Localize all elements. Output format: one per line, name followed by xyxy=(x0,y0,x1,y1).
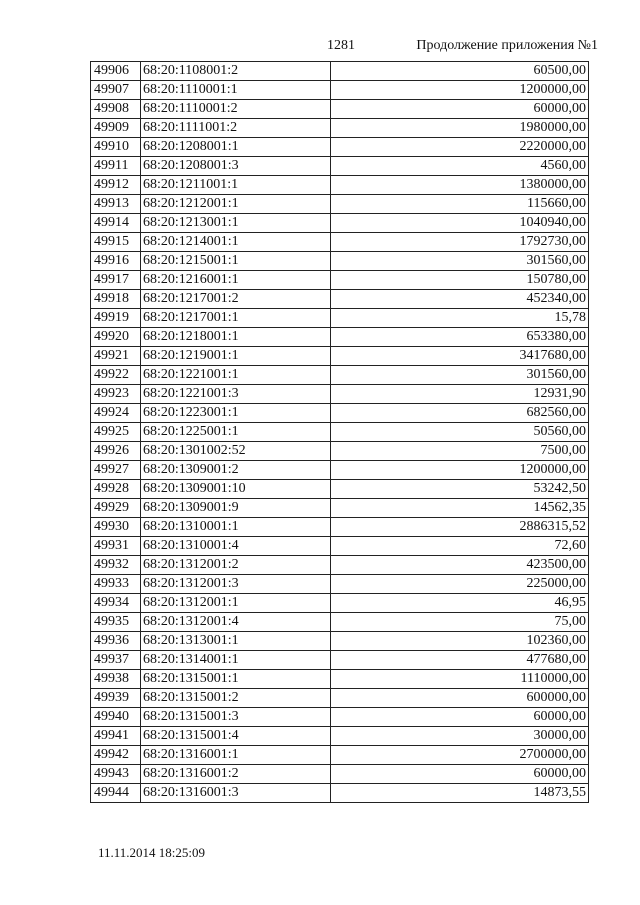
record-number-cell: 49924 xyxy=(91,404,141,422)
value-cell: 53242,50 xyxy=(331,480,589,498)
table-row xyxy=(91,575,589,594)
record-number-cell: 49925 xyxy=(91,423,141,441)
value-cell: 1792730,00 xyxy=(331,233,589,251)
cadastral-number-cell: 68:20:1312001:1 xyxy=(141,594,331,612)
cadastral-number-cell: 68:20:1218001:1 xyxy=(141,328,331,346)
record-number-cell: 49927 xyxy=(91,461,141,479)
value-cell: 1200000,00 xyxy=(331,461,589,479)
cadastral-number-cell: 68:20:1316001:1 xyxy=(141,746,331,764)
value-cell: 75,00 xyxy=(331,613,589,631)
value-cell: 2220000,00 xyxy=(331,138,589,156)
table-row xyxy=(91,347,589,366)
value-cell: 1200000,00 xyxy=(331,81,589,99)
record-number-cell: 49913 xyxy=(91,195,141,213)
value-cell: 14562,35 xyxy=(331,499,589,517)
cadastral-number-cell: 68:20:1216001:1 xyxy=(141,271,331,289)
record-number-cell: 49912 xyxy=(91,176,141,194)
record-number-cell: 49934 xyxy=(91,594,141,612)
cadastral-number-cell: 68:20:1219001:1 xyxy=(141,347,331,365)
table-row xyxy=(91,214,589,233)
record-number-cell: 49907 xyxy=(91,81,141,99)
cadastral-number-cell: 68:20:1301002:52 xyxy=(141,442,331,460)
record-number-cell: 49929 xyxy=(91,499,141,517)
value-cell: 4560,00 xyxy=(331,157,589,175)
table-row xyxy=(91,784,589,803)
record-number-cell: 49936 xyxy=(91,632,141,650)
record-number-cell: 49931 xyxy=(91,537,141,555)
value-cell: 1380000,00 xyxy=(331,176,589,194)
records-table xyxy=(90,61,589,803)
table-row xyxy=(91,518,589,537)
record-number-cell: 49915 xyxy=(91,233,141,251)
table-row xyxy=(91,62,589,81)
record-number-cell: 49932 xyxy=(91,556,141,574)
value-cell: 7500,00 xyxy=(331,442,589,460)
value-cell: 60000,00 xyxy=(331,708,589,726)
cadastral-number-cell: 68:20:1309001:2 xyxy=(141,461,331,479)
value-cell: 50560,00 xyxy=(331,423,589,441)
table-row xyxy=(91,290,589,309)
cadastral-number-cell: 68:20:1217001:1 xyxy=(141,309,331,327)
record-number-cell: 49933 xyxy=(91,575,141,593)
record-number-cell: 49918 xyxy=(91,290,141,308)
value-cell: 60000,00 xyxy=(331,100,589,118)
value-cell: 150780,00 xyxy=(331,271,589,289)
cadastral-number-cell: 68:20:1310001:1 xyxy=(141,518,331,536)
record-number-cell: 49911 xyxy=(91,157,141,175)
table-row xyxy=(91,651,589,670)
table-row xyxy=(91,309,589,328)
table-row xyxy=(91,442,589,461)
cadastral-number-cell: 68:20:1208001:3 xyxy=(141,157,331,175)
record-number-cell: 49917 xyxy=(91,271,141,289)
cadastral-number-cell: 68:20:1309001:10 xyxy=(141,480,331,498)
page-header-title: Продолжение приложения №1 xyxy=(416,38,598,53)
cadastral-number-cell: 68:20:1223001:1 xyxy=(141,404,331,422)
record-number-cell: 49914 xyxy=(91,214,141,232)
record-number-cell: 49909 xyxy=(91,119,141,137)
table-row xyxy=(91,556,589,575)
value-cell: 682560,00 xyxy=(331,404,589,422)
value-cell: 1110000,00 xyxy=(331,670,589,688)
value-cell: 301560,00 xyxy=(331,252,589,270)
cadastral-number-cell: 68:20:1314001:1 xyxy=(141,651,331,669)
cadastral-number-cell: 68:20:1309001:9 xyxy=(141,499,331,517)
record-number-cell: 49908 xyxy=(91,100,141,118)
table-row xyxy=(91,727,589,746)
record-number-cell: 49935 xyxy=(91,613,141,631)
table-row xyxy=(91,252,589,271)
cadastral-number-cell: 68:20:1111001:2 xyxy=(141,119,331,137)
cadastral-number-cell: 68:20:1313001:1 xyxy=(141,632,331,650)
record-number-cell: 49942 xyxy=(91,746,141,764)
table-row xyxy=(91,594,589,613)
value-cell: 653380,00 xyxy=(331,328,589,346)
table-row xyxy=(91,100,589,119)
value-cell: 2700000,00 xyxy=(331,746,589,764)
table-row xyxy=(91,271,589,290)
table-row xyxy=(91,499,589,518)
cadastral-number-cell: 68:20:1316001:3 xyxy=(141,784,331,802)
table-row xyxy=(91,423,589,442)
record-number-cell: 49939 xyxy=(91,689,141,707)
record-number-cell: 49940 xyxy=(91,708,141,726)
cadastral-number-cell: 68:20:1211001:1 xyxy=(141,176,331,194)
value-cell: 225000,00 xyxy=(331,575,589,593)
cadastral-number-cell: 68:20:1315001:1 xyxy=(141,670,331,688)
cadastral-number-cell: 68:20:1110001:2 xyxy=(141,100,331,118)
value-cell: 301560,00 xyxy=(331,366,589,384)
value-cell: 102360,00 xyxy=(331,632,589,650)
value-cell: 2886315,52 xyxy=(331,518,589,536)
record-number-cell: 49906 xyxy=(91,62,141,80)
cadastral-number-cell: 68:20:1214001:1 xyxy=(141,233,331,251)
cadastral-number-cell: 68:20:1215001:1 xyxy=(141,252,331,270)
record-number-cell: 49943 xyxy=(91,765,141,783)
table-row xyxy=(91,157,589,176)
record-number-cell: 49926 xyxy=(91,442,141,460)
cadastral-number-cell: 68:20:1221001:3 xyxy=(141,385,331,403)
table-row xyxy=(91,632,589,651)
table-row xyxy=(91,195,589,214)
cadastral-number-cell: 68:20:1315001:2 xyxy=(141,689,331,707)
cadastral-number-cell: 68:20:1225001:1 xyxy=(141,423,331,441)
table-row xyxy=(91,404,589,423)
cadastral-number-cell: 68:20:1316001:2 xyxy=(141,765,331,783)
cadastral-number-cell: 68:20:1315001:3 xyxy=(141,708,331,726)
value-cell: 60500,00 xyxy=(331,62,589,80)
record-number-cell: 49910 xyxy=(91,138,141,156)
cadastral-number-cell: 68:20:1110001:1 xyxy=(141,81,331,99)
cadastral-number-cell: 68:20:1312001:4 xyxy=(141,613,331,631)
record-number-cell: 49919 xyxy=(91,309,141,327)
cadastral-number-cell: 68:20:1217001:2 xyxy=(141,290,331,308)
table-row xyxy=(91,176,589,195)
record-number-cell: 49923 xyxy=(91,385,141,403)
cadastral-number-cell: 68:20:1212001:1 xyxy=(141,195,331,213)
value-cell: 46,95 xyxy=(331,594,589,612)
record-number-cell: 49928 xyxy=(91,480,141,498)
value-cell: 15,78 xyxy=(331,309,589,327)
table-row xyxy=(91,81,589,100)
record-number-cell: 49930 xyxy=(91,518,141,536)
value-cell: 452340,00 xyxy=(331,290,589,308)
table-row xyxy=(91,708,589,727)
value-cell: 423500,00 xyxy=(331,556,589,574)
value-cell: 1040940,00 xyxy=(331,214,589,232)
cadastral-number-cell: 68:20:1312001:3 xyxy=(141,575,331,593)
record-number-cell: 49938 xyxy=(91,670,141,688)
table-row xyxy=(91,765,589,784)
cadastral-number-cell: 68:20:1221001:1 xyxy=(141,366,331,384)
table-row xyxy=(91,233,589,252)
table-row xyxy=(91,138,589,157)
table-row xyxy=(91,385,589,404)
cadastral-number-cell: 68:20:1208001:1 xyxy=(141,138,331,156)
cadastral-number-cell: 68:20:1213001:1 xyxy=(141,214,331,232)
value-cell: 477680,00 xyxy=(331,651,589,669)
value-cell: 12931,90 xyxy=(331,385,589,403)
cadastral-number-cell: 68:20:1108001:2 xyxy=(141,62,331,80)
value-cell: 3417680,00 xyxy=(331,347,589,365)
cadastral-number-cell: 68:20:1312001:2 xyxy=(141,556,331,574)
table-row xyxy=(91,461,589,480)
record-number-cell: 49937 xyxy=(91,651,141,669)
record-number-cell: 49921 xyxy=(91,347,141,365)
value-cell: 30000,00 xyxy=(331,727,589,745)
record-number-cell: 49916 xyxy=(91,252,141,270)
value-cell: 1980000,00 xyxy=(331,119,589,137)
table-row xyxy=(91,366,589,385)
value-cell: 72,60 xyxy=(331,537,589,555)
value-cell: 60000,00 xyxy=(331,765,589,783)
table-row xyxy=(91,670,589,689)
value-cell: 14873,55 xyxy=(331,784,589,802)
table-row xyxy=(91,119,589,138)
record-number-cell: 49920 xyxy=(91,328,141,346)
value-cell: 115660,00 xyxy=(331,195,589,213)
table-row xyxy=(91,689,589,708)
table-row xyxy=(91,480,589,499)
value-cell: 600000,00 xyxy=(331,689,589,707)
record-number-cell: 49941 xyxy=(91,727,141,745)
table-row xyxy=(91,746,589,765)
table-row xyxy=(91,537,589,556)
record-number-cell: 49922 xyxy=(91,366,141,384)
record-number-cell: 49944 xyxy=(91,784,141,802)
page-number: 1281 xyxy=(327,38,355,53)
cadastral-number-cell: 68:20:1310001:4 xyxy=(141,537,331,555)
footer-timestamp: 11.11.2014 18:25:09 xyxy=(98,845,206,860)
table-row xyxy=(91,328,589,347)
cadastral-number-cell: 68:20:1315001:4 xyxy=(141,727,331,745)
table-row xyxy=(91,613,589,632)
